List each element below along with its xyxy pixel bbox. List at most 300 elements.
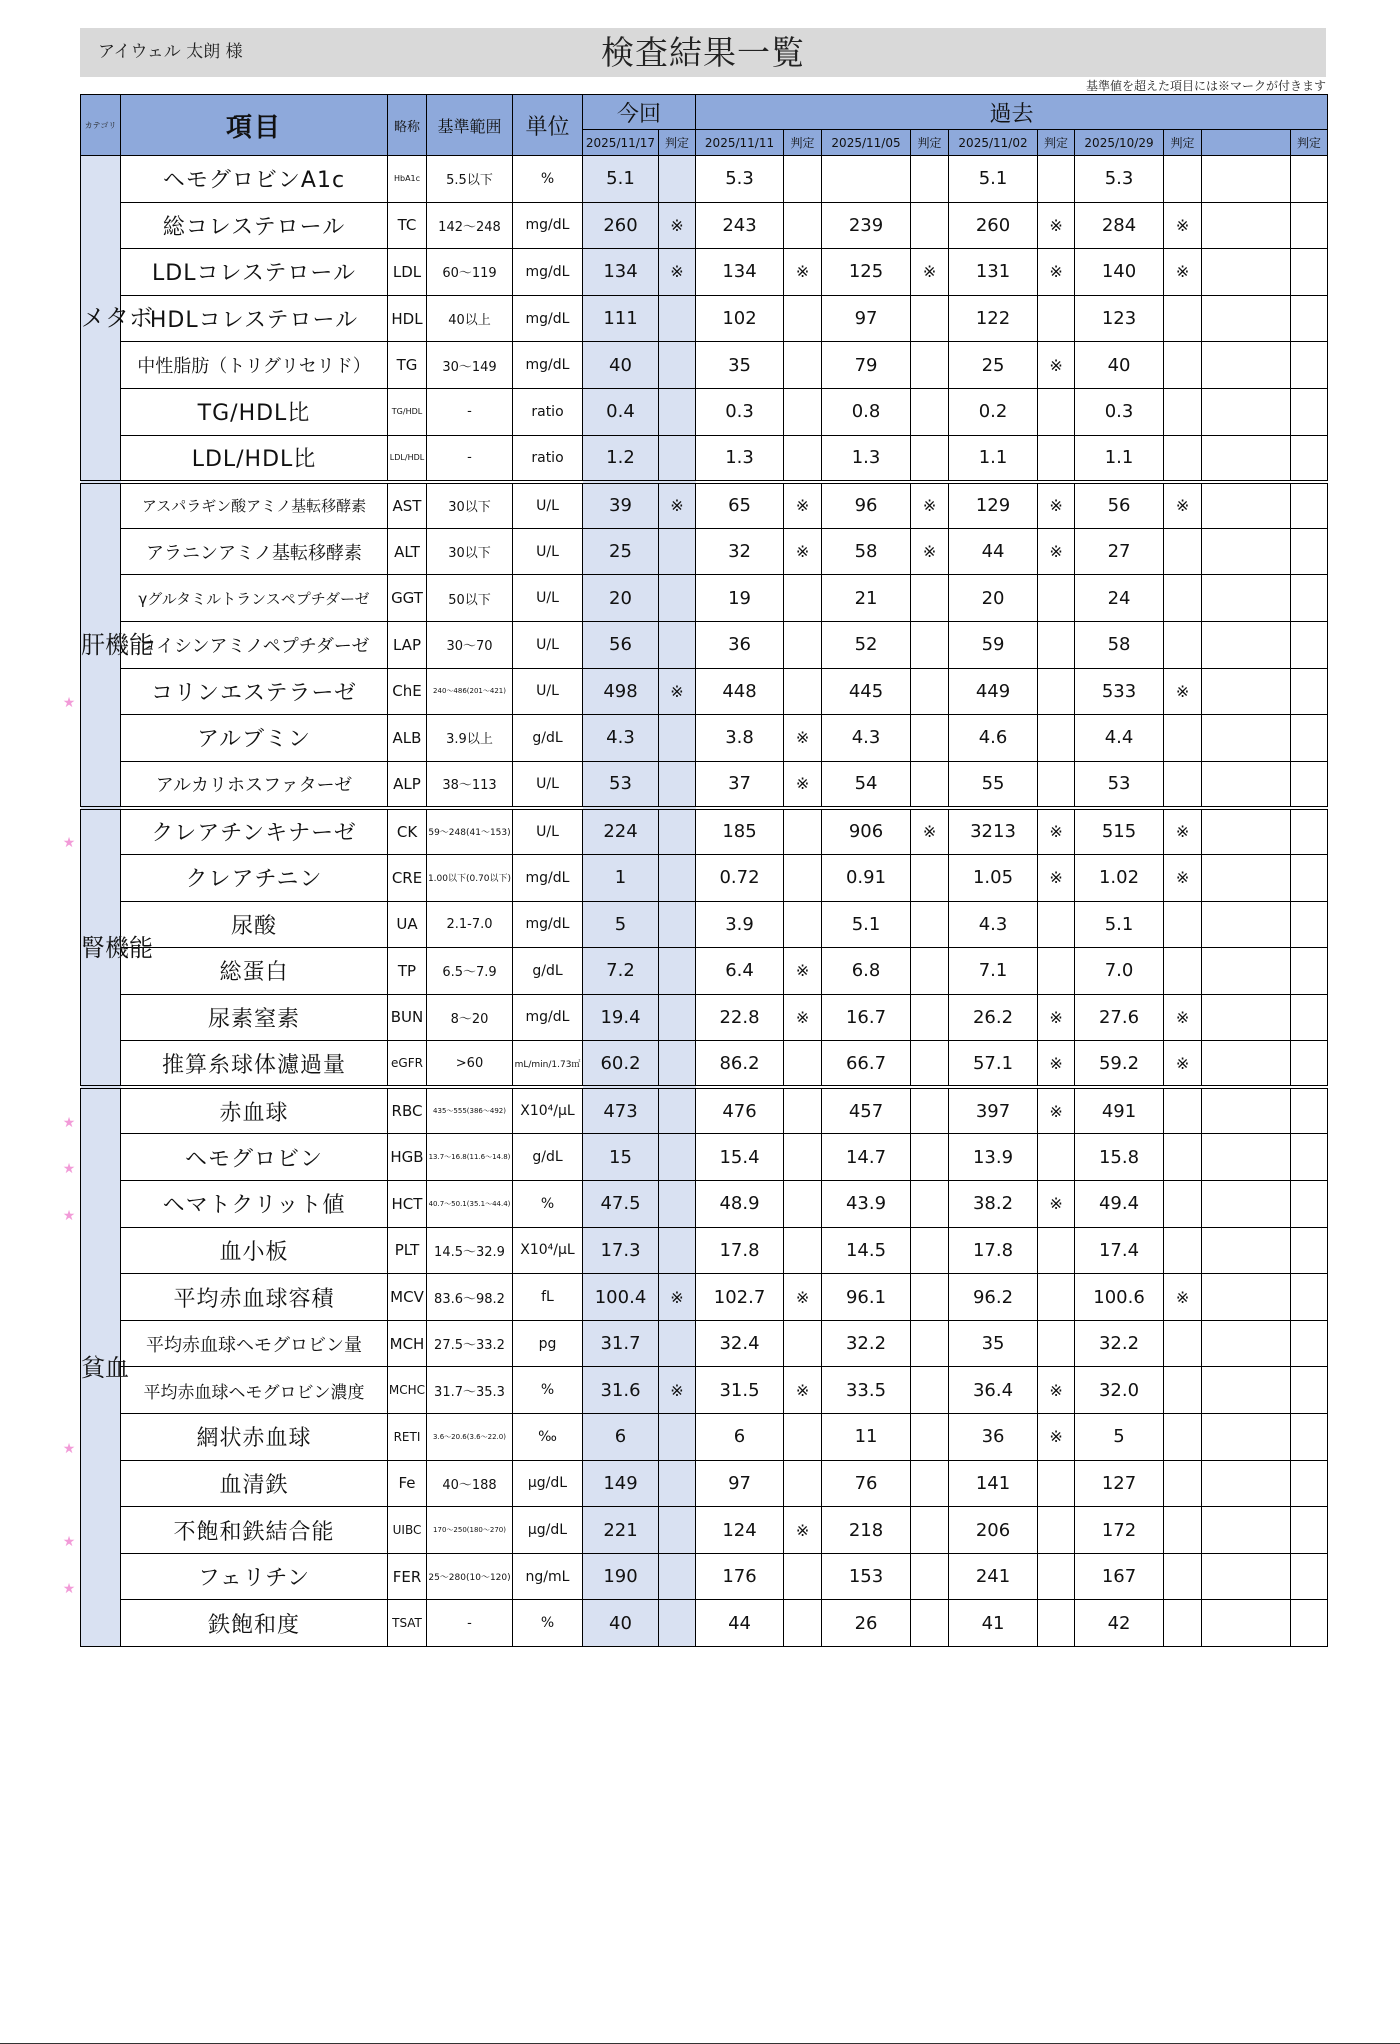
judge-mark [784, 901, 822, 948]
unit: μg/dL [513, 1460, 583, 1507]
unit: g/dL [513, 715, 583, 762]
past-value: 53 [1075, 761, 1164, 808]
judge-mark [1038, 1227, 1075, 1274]
judge-mark [1164, 901, 1202, 948]
unit: ratio [513, 388, 583, 435]
judge-mark [784, 435, 822, 482]
judge-mark [659, 388, 696, 435]
past-value [1202, 1181, 1291, 1228]
past-value: 5.1 [1075, 901, 1164, 948]
past-value [1202, 156, 1291, 203]
past-value: 36.4 [949, 1367, 1038, 1414]
judge-mark: ※ [659, 1274, 696, 1321]
judge-header: 判定 [659, 130, 696, 156]
past-value: 35 [696, 342, 784, 389]
judge-mark [1291, 1134, 1328, 1181]
table-row [81, 761, 1328, 808]
past-value: 31.5 [696, 1367, 784, 1414]
past-value: 55 [949, 761, 1038, 808]
past-value: 21 [822, 575, 911, 622]
judge-mark [659, 435, 696, 482]
judge-mark [784, 202, 822, 249]
past-value [1202, 295, 1291, 342]
past-value: 44 [949, 528, 1038, 575]
past-value: 1.3 [822, 435, 911, 482]
judge-mark [911, 1227, 949, 1274]
past-value: 58 [1075, 621, 1164, 668]
reference-range: - [427, 1600, 513, 1647]
judge-mark [784, 668, 822, 715]
reference-range: 5.5以下 [427, 156, 513, 203]
judge-mark [784, 1320, 822, 1367]
past-value: 0.8 [822, 388, 911, 435]
judge-mark [1291, 668, 1328, 715]
judge-mark: ※ [1038, 994, 1075, 1041]
item-abbr: TP [388, 948, 427, 995]
judge-mark [1291, 1274, 1328, 1321]
judge-mark [1038, 1320, 1075, 1367]
judge-mark: ※ [1038, 1087, 1075, 1134]
past-value: 449 [949, 668, 1038, 715]
past-value: 58 [822, 528, 911, 575]
judge-mark [911, 342, 949, 389]
item-abbr: RBC [388, 1087, 427, 1134]
item-name: 不飽和鉄結合能 [121, 1507, 388, 1554]
judge-mark [659, 1227, 696, 1274]
unit: % [513, 1600, 583, 1647]
unit: mL/min/1.73㎡ [513, 1041, 583, 1088]
judge-mark [659, 1041, 696, 1088]
judge-mark [659, 808, 696, 855]
item-name: 平均赤血球ヘモグロビン量 [121, 1320, 388, 1367]
judge-mark [784, 295, 822, 342]
item-name: 中性脂肪（トリグリセリド） [121, 342, 388, 389]
judge-mark [1038, 901, 1075, 948]
item-abbr: TC [388, 202, 427, 249]
reference-range: 3.6～20.6(3.6～22.0) [427, 1414, 513, 1461]
past-value: 491 [1075, 1087, 1164, 1134]
judge-mark [1164, 342, 1202, 389]
past-value: 4.3 [949, 901, 1038, 948]
judge-mark [1291, 1414, 1328, 1461]
judge-mark: ※ [784, 1274, 822, 1321]
past-value: 25 [949, 342, 1038, 389]
judge-mark [1291, 435, 1328, 482]
item-abbr: Fe [388, 1460, 427, 1507]
table-row [81, 1600, 1328, 1647]
past-value: 4.6 [949, 715, 1038, 762]
table-row [81, 435, 1328, 482]
judge-mark [1291, 342, 1328, 389]
judge-mark: ※ [784, 249, 822, 296]
reference-range: 6.5～7.9 [427, 948, 513, 995]
current-value: 31.6 [583, 1367, 659, 1414]
past-value [1202, 1507, 1291, 1554]
past-value: 32.0 [1075, 1367, 1164, 1414]
judge-mark [1291, 808, 1328, 855]
current-value: 31.7 [583, 1320, 659, 1367]
judge-mark [1038, 1274, 1075, 1321]
past-value: 172 [1075, 1507, 1164, 1554]
judge-mark [659, 621, 696, 668]
judge-mark [659, 1320, 696, 1367]
judge-mark: ※ [784, 1367, 822, 1414]
date-past-3: 2025/11/02 [949, 130, 1038, 156]
past-value: 129 [949, 482, 1038, 529]
past-value: 42 [1075, 1600, 1164, 1647]
star-icon: ★ [62, 1440, 76, 1457]
past-value: 96.2 [949, 1274, 1038, 1321]
judge-mark: ※ [659, 1367, 696, 1414]
current-value: 60.2 [583, 1041, 659, 1088]
reference-range: 3.9以上 [427, 715, 513, 762]
item-name: 平均赤血球ヘモグロビン濃度 [121, 1367, 388, 1414]
judge-mark [1291, 994, 1328, 1041]
judge-mark [659, 1087, 696, 1134]
past-value: 457 [822, 1087, 911, 1134]
past-value: 515 [1075, 808, 1164, 855]
past-value: 14.7 [822, 1134, 911, 1181]
past-value: 0.91 [822, 854, 911, 901]
reference-range: 170～250(180～270) [427, 1507, 513, 1554]
judge-mark [784, 1414, 822, 1461]
judge-mark [1164, 761, 1202, 808]
past-value: 3.8 [696, 715, 784, 762]
judge-header: 判定 [911, 130, 949, 156]
item-name: 平均赤血球容積 [121, 1274, 388, 1321]
past-value: 59 [949, 621, 1038, 668]
judge-mark [1291, 528, 1328, 575]
reference-range: 30以下 [427, 482, 513, 529]
judge-mark [659, 1553, 696, 1600]
judge-mark [1038, 761, 1075, 808]
reference-range: 27.5～33.2 [427, 1320, 513, 1367]
past-value: 32 [696, 528, 784, 575]
judge-mark [1164, 575, 1202, 622]
past-value: 56 [1075, 482, 1164, 529]
reference-range: 30～149 [427, 342, 513, 389]
item-name: アルカリホスファターゼ [121, 761, 388, 808]
current-value: 149 [583, 1460, 659, 1507]
past-value: 5.1 [822, 901, 911, 948]
judge-mark [911, 1460, 949, 1507]
judge-mark: ※ [784, 1507, 822, 1554]
past-value: 127 [1075, 1460, 1164, 1507]
past-value: 1.1 [1075, 435, 1164, 482]
judge-mark [659, 575, 696, 622]
judge-mark [911, 761, 949, 808]
reference-range: 40～188 [427, 1460, 513, 1507]
reference-range: - [427, 435, 513, 482]
judge-mark [659, 901, 696, 948]
judge-mark [1291, 575, 1328, 622]
judge-mark: ※ [1038, 249, 1075, 296]
past-value: 27.6 [1075, 994, 1164, 1041]
reference-range: 14.5～32.9 [427, 1227, 513, 1274]
judge-mark [1291, 901, 1328, 948]
judge-mark: ※ [1038, 1367, 1075, 1414]
judge-mark: ※ [659, 668, 696, 715]
judge-mark [911, 1507, 949, 1554]
item-abbr: eGFR [388, 1041, 427, 1088]
judge-mark: ※ [1164, 1274, 1202, 1321]
past-value: 7.0 [1075, 948, 1164, 995]
past-value: 41 [949, 1600, 1038, 1647]
item-name: 血小板 [121, 1227, 388, 1274]
item-abbr: CK [388, 808, 427, 855]
past-value: 11 [822, 1414, 911, 1461]
reference-range: 40以上 [427, 295, 513, 342]
item-abbr: GGT [388, 575, 427, 622]
unit: ng/mL [513, 1553, 583, 1600]
judge-mark [911, 295, 949, 342]
judge-mark [1038, 1553, 1075, 1600]
judge-mark [659, 715, 696, 762]
table-row [81, 575, 1328, 622]
star-icon: ★ [62, 1114, 76, 1131]
judge-mark: ※ [1164, 994, 1202, 1041]
past-value [1202, 1227, 1291, 1274]
item-name: 推算糸球体濾過量 [121, 1041, 388, 1088]
judge-mark: ※ [1164, 249, 1202, 296]
current-value: 5.1 [583, 156, 659, 203]
past-value: 6.4 [696, 948, 784, 995]
current-value: 111 [583, 295, 659, 342]
past-value [1202, 202, 1291, 249]
judge-mark [1291, 388, 1328, 435]
judge-mark [1164, 388, 1202, 435]
judge-mark [1291, 761, 1328, 808]
past-value: 239 [822, 202, 911, 249]
past-value [1202, 901, 1291, 948]
judge-mark [1291, 1553, 1328, 1600]
judge-mark: ※ [1164, 854, 1202, 901]
past-value: 14.5 [822, 1227, 911, 1274]
header-unit: 単位 [513, 95, 583, 156]
past-value: 79 [822, 342, 911, 389]
past-value [1202, 668, 1291, 715]
item-abbr: PLT [388, 1227, 427, 1274]
judge-mark [1038, 621, 1075, 668]
past-value: 97 [696, 1460, 784, 1507]
title-bar [80, 28, 1326, 77]
judge-mark [659, 1414, 696, 1461]
item-name: 網状赤血球 [121, 1414, 388, 1461]
past-value [1202, 1320, 1291, 1367]
current-value: 40 [583, 1600, 659, 1647]
past-value [1202, 1553, 1291, 1600]
past-value: 140 [1075, 249, 1164, 296]
past-value: 13.9 [949, 1134, 1038, 1181]
judge-mark [911, 854, 949, 901]
judge-mark [1038, 1600, 1075, 1647]
past-value: 448 [696, 668, 784, 715]
judge-mark [1164, 1227, 1202, 1274]
table-row [81, 388, 1328, 435]
item-name: ヘマトクリット値 [121, 1181, 388, 1228]
unit: fL [513, 1274, 583, 1321]
judge-mark: ※ [1038, 342, 1075, 389]
judge-mark [1164, 1181, 1202, 1228]
judge-mark [659, 1600, 696, 1647]
past-value: 167 [1075, 1553, 1164, 1600]
past-value: 5.1 [949, 156, 1038, 203]
unit: U/L [513, 482, 583, 529]
past-value: 284 [1075, 202, 1164, 249]
star-icon: ★ [62, 1580, 76, 1597]
reference-range: 31.7～35.3 [427, 1367, 513, 1414]
judge-mark [784, 1227, 822, 1274]
past-value: 6 [696, 1414, 784, 1461]
current-value: 53 [583, 761, 659, 808]
judge-mark [911, 1600, 949, 1647]
past-value: 22.8 [696, 994, 784, 1041]
item-abbr: HCT [388, 1181, 427, 1228]
item-name: 赤血球 [121, 1087, 388, 1134]
judge-mark [1038, 715, 1075, 762]
header-current: 今回 [583, 95, 696, 130]
past-value: 17.4 [1075, 1227, 1164, 1274]
judge-mark [659, 761, 696, 808]
judge-mark: ※ [1038, 1181, 1075, 1228]
judge-mark [1291, 1181, 1328, 1228]
judge-mark [784, 1181, 822, 1228]
past-value: 54 [822, 761, 911, 808]
category-label: メタボ [81, 156, 121, 482]
past-value: 0.3 [696, 388, 784, 435]
judge-mark: ※ [1164, 1041, 1202, 1088]
item-abbr: HDL [388, 295, 427, 342]
past-value: 96 [822, 482, 911, 529]
item-abbr: AST [388, 482, 427, 529]
unit: mg/dL [513, 295, 583, 342]
unit: mg/dL [513, 994, 583, 1041]
judge-mark [1038, 156, 1075, 203]
past-value: 3.9 [696, 901, 784, 948]
current-value: 190 [583, 1553, 659, 1600]
past-value: 52 [822, 621, 911, 668]
item-abbr: ChE [388, 668, 427, 715]
item-abbr: UA [388, 901, 427, 948]
judge-mark [911, 1181, 949, 1228]
past-value: 15.4 [696, 1134, 784, 1181]
judge-mark [1038, 1134, 1075, 1181]
current-value: 473 [583, 1087, 659, 1134]
judge-mark [784, 1087, 822, 1134]
item-name: クレアチンキナーゼ [121, 808, 388, 855]
item-name: 総蛋白 [121, 948, 388, 995]
judge-mark [1038, 1507, 1075, 1554]
judge-mark [911, 388, 949, 435]
legend-note: 基準値を超えた項目には※マークが付きます [1085, 79, 1326, 93]
past-value: 131 [949, 249, 1038, 296]
judge-mark [911, 1367, 949, 1414]
past-value: 20 [949, 575, 1038, 622]
current-value: 15 [583, 1134, 659, 1181]
past-value: 260 [949, 202, 1038, 249]
table-row [81, 901, 1328, 948]
unit: g/dL [513, 1134, 583, 1181]
judge-mark [1164, 156, 1202, 203]
past-value [1202, 435, 1291, 482]
item-name: γグルタミルトランスペプチダーゼ [121, 575, 388, 622]
past-value [1202, 761, 1291, 808]
judge-mark [911, 1274, 949, 1321]
current-value: 498 [583, 668, 659, 715]
current-value: 6 [583, 1414, 659, 1461]
judge-mark [1291, 1320, 1328, 1367]
judge-mark [1164, 715, 1202, 762]
unit: % [513, 156, 583, 203]
unit: X10⁴/μL [513, 1227, 583, 1274]
judge-mark [1164, 621, 1202, 668]
category-label: 肝機能 [81, 482, 121, 808]
reference-range: 30以下 [427, 528, 513, 575]
past-value: 33.5 [822, 1367, 911, 1414]
unit: ratio [513, 435, 583, 482]
current-value: 40 [583, 342, 659, 389]
item-name: アルブミン [121, 715, 388, 762]
past-value [1202, 1367, 1291, 1414]
judge-mark [1164, 1507, 1202, 1554]
past-value: 27 [1075, 528, 1164, 575]
past-value: 32.2 [822, 1320, 911, 1367]
past-value: 397 [949, 1087, 1038, 1134]
table-row [81, 1274, 1328, 1321]
judge-mark [784, 1041, 822, 1088]
table-row [81, 1553, 1328, 1600]
past-value [1202, 342, 1291, 389]
reference-range: 2.1-7.0 [427, 901, 513, 948]
header-past: 過去 [696, 95, 1328, 130]
item-abbr: LDL/HDL [388, 435, 427, 482]
item-name: クレアチニン [121, 854, 388, 901]
star-icon: ★ [62, 835, 76, 852]
table-row [81, 482, 1328, 529]
unit: U/L [513, 575, 583, 622]
item-abbr: HGB [388, 1134, 427, 1181]
current-value: 134 [583, 249, 659, 296]
judge-mark [911, 715, 949, 762]
results-table [80, 94, 1328, 1647]
judge-mark [1038, 575, 1075, 622]
item-name: コリンエステラーゼ [121, 668, 388, 715]
past-value: 123 [1075, 295, 1164, 342]
past-value: 176 [696, 1553, 784, 1600]
table-row [81, 1134, 1328, 1181]
table-row [81, 156, 1328, 203]
judge-header: 判定 [1038, 130, 1075, 156]
past-value: 35 [949, 1320, 1038, 1367]
judge-mark [1164, 1460, 1202, 1507]
past-value: 0.2 [949, 388, 1038, 435]
judge-mark: ※ [659, 482, 696, 529]
header-item: 項目 [121, 95, 388, 156]
past-value: 38.2 [949, 1181, 1038, 1228]
past-value: 102 [696, 295, 784, 342]
judge-mark [1291, 1087, 1328, 1134]
judge-mark [1164, 1134, 1202, 1181]
current-value: 224 [583, 808, 659, 855]
past-value: 476 [696, 1087, 784, 1134]
past-value [822, 156, 911, 203]
judge-mark [1291, 948, 1328, 995]
past-value: 906 [822, 808, 911, 855]
past-value [1202, 621, 1291, 668]
past-value: 4.3 [822, 715, 911, 762]
page-title: 検査結果一覧 [601, 33, 805, 72]
item-abbr: FER [388, 1553, 427, 1600]
